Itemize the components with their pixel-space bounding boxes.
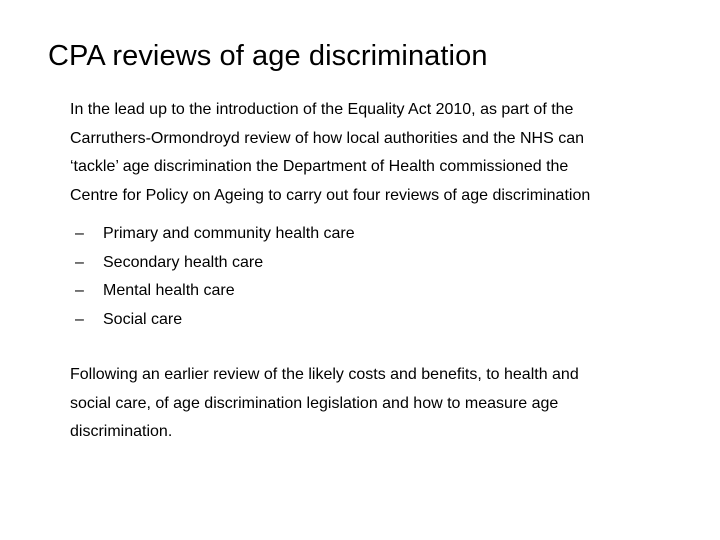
closing-line: social care, of age discrimination legislation and how to measure age xyxy=(70,394,559,412)
dash-bullet-marker: – xyxy=(75,225,84,242)
intro-line: Carruthers-Ormondroyd review of how local authorities and the NHS can xyxy=(70,129,585,147)
dash-bullet-marker: – xyxy=(75,282,84,299)
intro-line: Centre for Policy on Ageing to carry out four reviews of age discrimination xyxy=(70,186,591,204)
slide-title: CPA reviews of age discrimination xyxy=(48,40,488,72)
review-list-item xyxy=(70,277,692,306)
closing-line: discrimination. xyxy=(70,423,173,440)
review-list-item-label: Mental health care xyxy=(103,282,235,299)
intro-line: In the lead up to the introduction of the Equality Act 2010, as part of the xyxy=(70,101,574,118)
review-list-item xyxy=(70,249,692,278)
dash-bullet-marker: – xyxy=(75,310,84,328)
review-list-item xyxy=(70,220,692,249)
review-list-item-label: Primary and community health care xyxy=(103,225,355,242)
review-list-item xyxy=(70,306,692,335)
intro-paragraph xyxy=(70,96,692,210)
dash-bullet-marker: – xyxy=(75,253,84,271)
review-list-item-label: Social care xyxy=(103,310,183,328)
closing-line: Following an earlier review of the likely costs and benefits, to health and xyxy=(70,366,579,383)
slide-body xyxy=(70,96,692,447)
intro-line: ‘tackle’ age discrimination the Department of Health commissioned the xyxy=(70,158,569,175)
closing-paragraph xyxy=(70,361,692,447)
review-list-item-label: Secondary health care xyxy=(103,253,264,271)
review-list xyxy=(70,220,692,334)
